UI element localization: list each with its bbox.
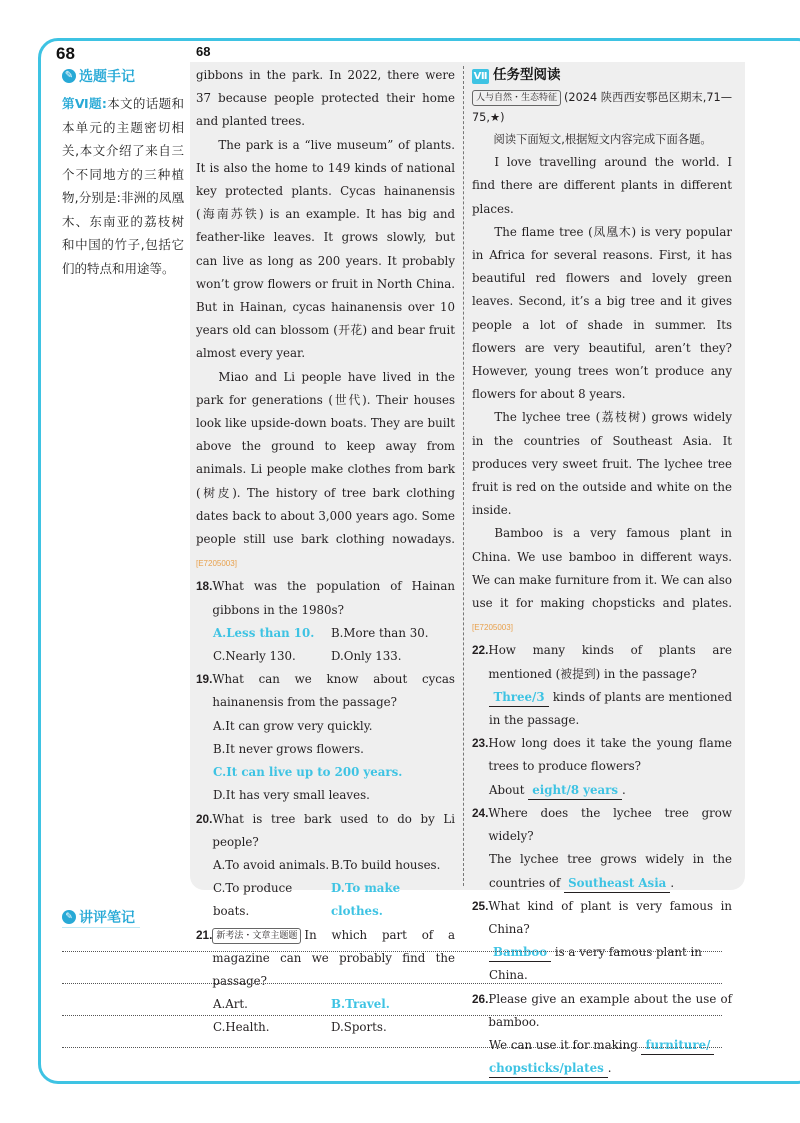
passage-paragraph: The park is a “live museum” of plants. It is also the home to 149 kinds of national key protected plants. Cycas hainanensis (海南苏铁) is an example. It has big and feather-like leaves. It grows slowly, but can live as long as 200 years. It probably won’t grow flowers or fruit in North China. But in Hainan, cycas hainanensis over 10 years old can blossom (开花) and bear fruit almost every year. [196, 137, 455, 361]
answer-blank[interactable]: Bamboo [489, 943, 551, 962]
question-tag: 新考法・文章主题题 [212, 928, 301, 944]
question-19 [196, 668, 455, 714]
option[interactable]: C.Health. [213, 1020, 270, 1035]
option-correct[interactable]: D.To make clothes. [331, 881, 401, 919]
question-20 [196, 808, 455, 854]
question-number: 25. [472, 898, 489, 913]
section-heading [472, 64, 732, 88]
note-line[interactable] [62, 983, 722, 984]
passage-paragraph: gibbons in the park. In 2022, there were 37 because people protected their home and planted trees. [196, 68, 455, 129]
left-column [196, 64, 455, 1040]
question-text: What can we know about cycas hainanensis from the passage? [212, 672, 455, 710]
question-text: What kind of plant is very famous in China? [488, 898, 732, 936]
page-number: 68 [56, 44, 75, 63]
exercise-code: [E7205003] [196, 559, 237, 569]
passage-paragraph: Bamboo is a very famous plant in China. We use bamboo in different ways. We can make furniture from it. We can also use it for making chopsticks and plates. [E7205003] [472, 526, 732, 633]
notes-label: 第Ⅵ题: [62, 96, 107, 111]
option-correct[interactable]: C.It can live up to 200 years. [213, 765, 403, 780]
note-line[interactable] [62, 1047, 722, 1048]
lecture-notes-heading [62, 907, 135, 927]
question-number: 24. [472, 805, 489, 820]
passage-paragraph: The flame tree (凤凰木) is very popular in Africa for several reasons. First, it has beautiful red flowers and lovely green leaves. Second, it’s a big tree and it gives people a lot of shade in summer. Its flowers are very beautiful, aren’t they? However, young trees won’t produce any flowers for about 8 years. [472, 224, 732, 402]
notes-title: 选题手记 [79, 69, 135, 85]
question-23 [472, 732, 732, 778]
question-22 [472, 639, 732, 685]
source-tag: 人与自然・生态特征 [472, 90, 561, 106]
column-divider [463, 66, 464, 886]
option[interactable]: D.Only 133. [331, 649, 402, 664]
answer-blank[interactable]: eight/8 years [528, 781, 622, 800]
option-correct[interactable]: A.Less than 10. [213, 625, 315, 640]
passage-paragraph: Miao and Li people have lived in the park for generations (世代). Their houses look like upside-down boats. They are built above the ground to keep away from animals. Li people make clothes from bark (树皮). The history of tree bark clothing dates back to about 3,000 years ago. Some people still use bark clothing nowadays. [E7205003] [196, 369, 455, 569]
note-line[interactable] [62, 1015, 722, 1016]
question-number: 23. [472, 736, 489, 751]
exercise-code: [E7205003] [472, 623, 513, 633]
answer-line: Three/3 kinds of plants are mentioned in the passage. [489, 689, 733, 728]
instruction: 阅读下面短文,根据短文内容完成下面各题。 [493, 133, 712, 146]
question-text: What is tree bark used to do by Li people? [212, 811, 455, 849]
note-line[interactable] [62, 951, 722, 952]
heading-underline [62, 927, 140, 928]
question-number: 20. [196, 811, 213, 826]
question-text: What was the population of Hainan gibbons in the 1980s? [212, 579, 455, 617]
options [196, 854, 455, 924]
question-26 [472, 988, 732, 1034]
answer-blank[interactable]: Southeast Asia [564, 874, 670, 893]
option-correct[interactable]: B.Travel. [331, 997, 390, 1012]
lecture-notes-title: 讲评笔记 [79, 910, 135, 926]
notes-body [62, 92, 184, 280]
option[interactable]: C.Nearly 130. [213, 649, 296, 664]
answer-blank[interactable]: Three/3 [489, 688, 549, 707]
option[interactable]: A.Art. [213, 997, 248, 1012]
question-text: How many kinds of plants are mentioned (被提到) in the passage? [488, 643, 732, 681]
right-column [472, 64, 732, 1080]
answer-line: Bamboo is a very famous plant in China. [489, 945, 702, 983]
answer-line: We can use it for making furniture/ chopsticks/plates . [472, 1034, 732, 1080]
question-text: Where does the lychee tree grow widely? [488, 805, 732, 844]
option[interactable]: A.It can grow very quickly. [213, 718, 373, 733]
answer-line: The lychee tree grows widely in the countries of Southeast Asia . [472, 848, 732, 894]
answer-blank[interactable]: chopsticks/plates [489, 1059, 608, 1078]
option[interactable]: B.To build houses. [331, 857, 441, 872]
question-18 [196, 575, 455, 621]
question-number: 22. [472, 643, 489, 658]
option[interactable]: A.To avoid animals. [213, 857, 330, 872]
question-number: 19. [196, 672, 213, 687]
question-25 [472, 895, 732, 941]
option[interactable]: C.To produce boats. [213, 881, 293, 919]
option[interactable]: D.It has very small leaves. [213, 788, 370, 803]
question-text: In which part of a magazine can we probably find the passage? [212, 927, 455, 988]
question-number: 21. [196, 927, 213, 942]
question-text: Please give an example about the use of bamboo. [488, 991, 732, 1029]
question-number: 18. [196, 579, 213, 594]
section-number-icon: Ⅶ [473, 70, 488, 82]
question-text: How long does it take the young flame trees to produce flowers? [488, 736, 732, 774]
section-source: 人与自然・生态特征 (2024 陕西西安鄠邑区期末,71—75,★) [472, 91, 732, 124]
answer-line: About eight/8 years . [472, 779, 732, 802]
question-number: 26. [472, 991, 489, 1006]
notes-icon: ✎ [62, 910, 76, 924]
trophy-icon: ★ [489, 111, 501, 124]
option[interactable]: D.Sports. [331, 1020, 387, 1035]
inner-page-number: 68 [196, 44, 211, 59]
passage-paragraph: I love travelling around the world. I find there are different plants in different places. [472, 155, 732, 216]
option[interactable]: B.More than 30. [331, 625, 429, 640]
section-title: 任务型阅读 [493, 67, 561, 84]
option[interactable]: B.It never grows flowers. [213, 741, 364, 756]
answer-blank[interactable]: furniture/ [641, 1036, 714, 1055]
passage-paragraph: The lychee tree (荔枝树) grows widely in the countries of Southeast Asia. It produces very sweet fruit. The lychee tree fruit is red on the outside and white on the inside. [472, 410, 732, 518]
options [196, 993, 455, 1039]
notes-text: 本文的话题和本单元的主题密切相关,本文介绍了来自三个不同地方的三种植物,分别是:非洲的凤凰木、东南亚的荔枝树和中国的竹子,包括它们的特点和用途等。 [62, 96, 184, 276]
notes-heading [62, 66, 135, 86]
notes-icon: ✎ [62, 69, 76, 83]
question-24 [472, 802, 732, 848]
options [196, 622, 455, 668]
